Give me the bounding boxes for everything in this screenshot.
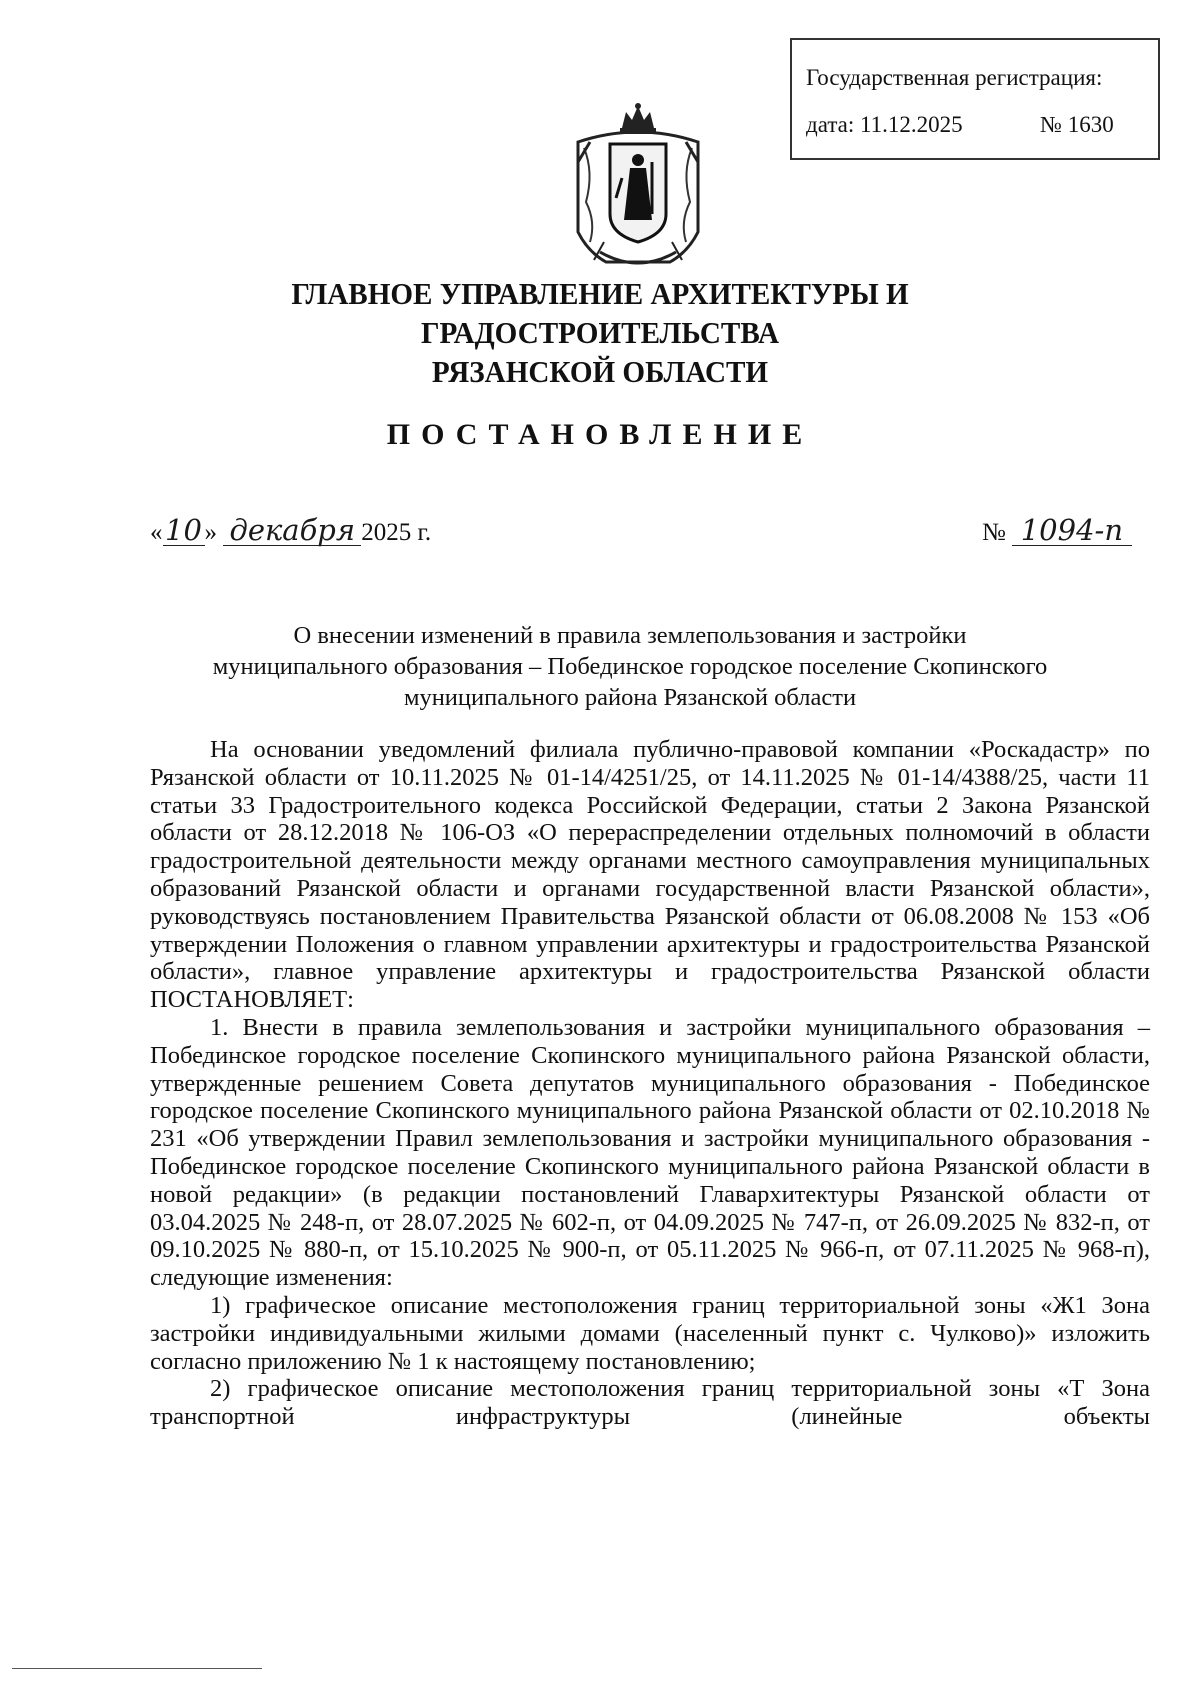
preamble-paragraph: На основании уведомлений филиала публично-правовой компании «Роскадастр» по Рязанской области от 10.11.2025 № 01-14/4251/25, от 14.11.2025 № 01-14/4388/25, части 11 статьи 33 Градостроительного кодекса Российской Федерации, статьи 2 Закона Рязанской области от 28.12.2018 № 106-ОЗ «О перераспределении отдельных полномочий в области градостроительной деятельности между органами местного самоуправления муниципальных образований Рязанской области и органами государственной власти Рязанской области», руководствуясь постановлением Правительства Рязанской области от 06.08.2008 № 153 «Об утверждении Положения о главном управлении архитектуры и градостроительства Рязанской области», главное управление архитектуры и градостроительства Рязанской области ПОСТАНОВЛЯЕТ: — [150, 736, 1150, 1014]
date-month-handwritten: декабря — [223, 515, 361, 546]
subject-line3: муниципального района Рязанской области — [403, 684, 857, 711]
state-registration-box — [790, 38, 1160, 160]
document-number — [982, 515, 1132, 547]
date-open-quote: « — [150, 519, 163, 546]
document-number-handwritten: 1094-п — [1012, 515, 1132, 546]
item-1-paragraph: 1. Внести в правила землепользования и застройки муниципального образования – Побединское городское поселение Скопинского муниципального района Рязанской области, утвержденные решением Совета депутатов муниципального образования - Побединское городское поселение Скопинского муниципального района Рязанской области от 02.10.2018 № 231 «Об утверждении Правил землепользования и застройки муниципального образования - Побединское городское поселение Скопинского муниципального района Рязанской области в новой редакции» (в редакции постановлений Главархитектуры Рязанской области от 03.04.2025 № 248-п, от 28.07.2025 № 602-п, от 04.09.2025 № 747-п, от 26.09.2025 № 832-п, от 09.10.2025 № 880-п, от 15.10.2025 № 900-п, от 05.11.2025 № 966-п, от 07.11.2025 № 968-п), следующие изменения: — [150, 1013, 1150, 1292]
registration-title: Государственная регистрация: — [806, 65, 1103, 90]
agency-title — [130, 274, 1070, 391]
subject-line1: О внесении изменений в правила землепользования и застройки — [293, 622, 967, 649]
registration-number: № 1630 — [1040, 112, 1114, 137]
document-type-heading: ПОСТАНОВЛЕНИЕ — [386, 418, 814, 451]
date-close-quote: » — [204, 519, 217, 546]
coat-of-arms-emblem — [570, 102, 706, 272]
subitem-2-paragraph: 2) графическое описание местоположения границ территориальной зоны «Т Зона транспортной инфраструктуры (линейные объекты — [150, 1375, 1150, 1431]
agency-title-line2: РЯЗАНСКОЙ ОБЛАСТИ — [431, 354, 769, 389]
document-number-label: № — [982, 519, 1006, 546]
date-day-handwritten: 10 — [163, 515, 205, 546]
subject-line2: муниципального образования – Побединское городское поселение Скопинского — [212, 653, 1048, 680]
registration-date: дата: 11.12.2025 — [806, 112, 963, 137]
document-date — [150, 515, 431, 547]
document-body — [150, 736, 1150, 1431]
document-subject — [150, 620, 1110, 713]
agency-title-line1: ГЛАВНОЕ УПРАВЛЕНИЕ АРХИТЕКТУРЫ И ГРАДОСТРОИТЕЛЬСТВА — [291, 276, 909, 350]
date-year: 2025 г. — [361, 519, 432, 546]
footer-rule — [12, 1668, 262, 1669]
subitem-1-paragraph: 1) графическое описание местоположения границ территориальной зоны «Ж1 Зона застройки индивидуальными жилыми домами (населенный пункт с. Чулково)» изложить согласно приложению № 1 к настоящему постановлению; — [150, 1291, 1150, 1375]
